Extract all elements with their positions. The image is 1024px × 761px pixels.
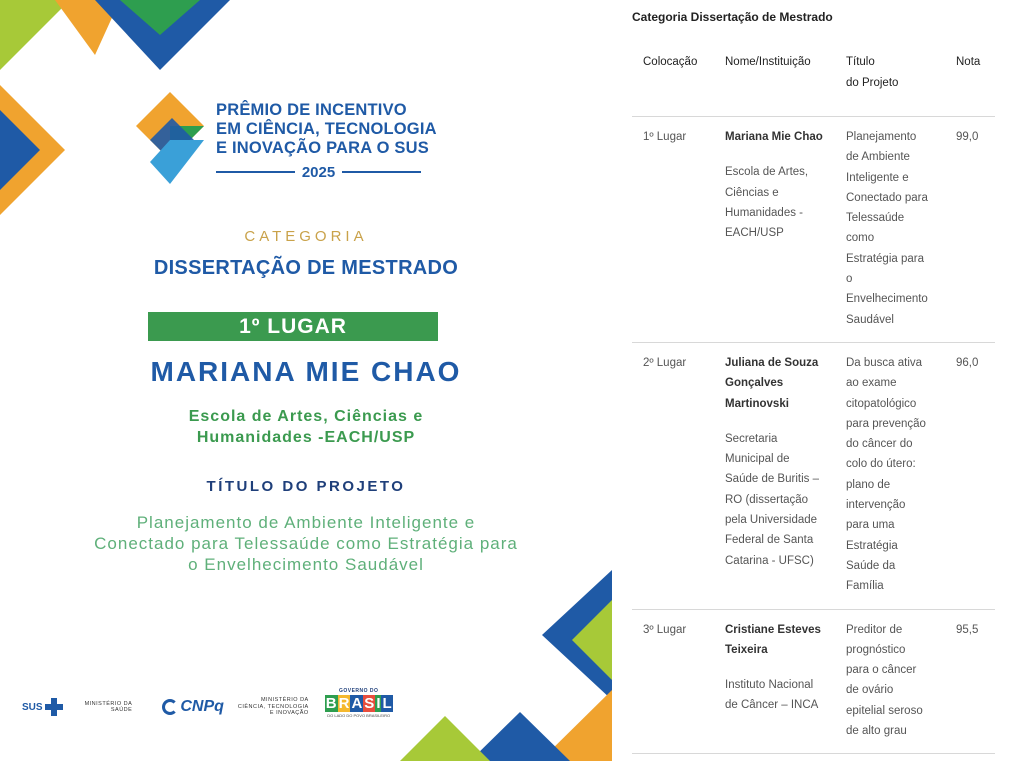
project-title <box>0 512 612 575</box>
sponsor-logos <box>22 688 399 726</box>
cnpq-c-icon <box>162 699 178 715</box>
place-cell: 2º Lugar <box>632 342 714 609</box>
project-label: TÍTULO DO PROJETO <box>206 478 406 495</box>
gov-logo-letter: B <box>325 695 337 712</box>
ministerio-ciencia-logo <box>238 697 309 717</box>
participant-institution: Secretaria Municipal de Saúde de Buritis – RO (dissertação pela Universidade Federal de Santa Catarina - UFSC) <box>725 432 819 567</box>
participant-name: Mariana Mie Chao <box>725 131 823 143</box>
table-row <box>632 609 995 754</box>
award-year <box>216 163 421 181</box>
name-institution-cell <box>714 342 835 609</box>
column-header: Colocação <box>632 40 714 117</box>
sus-logo-text: SUS <box>22 701 43 713</box>
award-year-text: 2025 <box>301 163 336 181</box>
gov-logo-letter: I <box>376 695 381 712</box>
table-row <box>632 117 995 343</box>
category-label: CATEGORIA <box>244 228 368 245</box>
score-cell: 95,5 <box>945 609 995 754</box>
ministry-line: CIÊNCIA, TECNOLOGIA <box>237 703 309 710</box>
ministry-line: MINISTÉRIO DA <box>84 700 133 707</box>
winner-name: MARIANA MIE CHAO <box>150 356 462 387</box>
gov-logo-word <box>319 695 399 712</box>
project-title-line: Planejamento de Ambiente Inteligente e <box>136 513 476 532</box>
project-title-cell: Preditor de prognóstico para o câncer de ovário epitelial seroso de alto grau <box>835 609 945 754</box>
category-name: DISSERTAÇÃO DE MESTRADO <box>153 257 459 279</box>
gov-logo-letter: A <box>351 695 363 712</box>
award-title-line: EM CIÊNCIA, TECNOLOGIA <box>216 120 437 138</box>
institution-line: Humanidades -EACH/USP <box>196 429 416 446</box>
award-title <box>216 101 436 158</box>
participant-institution: Instituto Nacional de Câncer – INCA <box>725 679 819 712</box>
ministry-line: SAÚDE <box>110 707 133 713</box>
ministry-line: E INOVAÇÃO <box>269 710 309 717</box>
cross-icon <box>45 698 63 716</box>
award-title-line: E INOVAÇÃO PARA O SUS <box>216 139 429 157</box>
score-cell: 99,0 <box>945 117 995 343</box>
gov-logo-letter: S <box>364 695 375 712</box>
table-row <box>632 342 995 609</box>
cnpq-logo <box>162 698 224 716</box>
column-header: Nota <box>945 40 995 117</box>
ministry-line: MINISTÉRIO DA <box>260 697 309 704</box>
project-title-cell: Da busca ativa ao exame citopatológico para prevenção do câncer do colo do útero: plano de intervenção para uma Estratégia Saúde da Família <box>835 342 945 609</box>
institution-line: Escola de Artes, Ciências e <box>188 408 424 425</box>
results-document <box>612 0 1024 761</box>
table-body <box>632 117 995 754</box>
cnpq-logo-text: CNPq <box>180 698 224 715</box>
score-cell: 96,0 <box>945 342 995 609</box>
award-title-line: PRÊMIO DE INCENTIVO <box>216 101 407 119</box>
gov-logo-bottom: DO LADO DO POVO BRASILEIRO <box>327 713 391 718</box>
project-title-line: o Envelhecimento Saudável <box>188 555 424 574</box>
gov-logo-letter: R <box>338 695 350 712</box>
winner-institution <box>0 406 612 448</box>
ministerio-saude-logo <box>85 701 133 714</box>
participant-name: Cristiane Esteves Teixeira <box>725 623 821 656</box>
place-cell: 1º Lugar <box>632 117 714 343</box>
gov-logo-letter: L <box>382 695 392 712</box>
governo-brasil-logo <box>319 688 399 726</box>
name-institution-cell <box>714 609 835 754</box>
participant-institution: Escola de Artes, Ciências e Humanidades - EACH/USP <box>725 166 809 240</box>
gov-logo-top: GOVERNO DO <box>338 688 379 694</box>
document-heading: Categoria Dissertação de Mestrado <box>632 10 833 24</box>
place-cell: 3º Lugar <box>632 609 714 754</box>
table-header-row <box>632 40 995 117</box>
name-institution-cell <box>714 117 835 343</box>
results-table <box>632 40 995 754</box>
column-header: Nome/Instituição <box>714 40 835 117</box>
place-banner: 1º LUGAR <box>148 312 438 341</box>
participant-name: Juliana de Souza Gonçalves Martinovski <box>725 356 819 410</box>
column-header: Título do Projeto <box>835 40 945 117</box>
project-title-cell: Planejamento de Ambiente Inteligente e Conectado para Telessaúde como Estratégia para o Envelhecimento Saudável <box>835 117 945 343</box>
project-title-line: Conectado para Telessaúde como Estratégia para <box>94 534 518 553</box>
sus-logo <box>22 698 63 716</box>
